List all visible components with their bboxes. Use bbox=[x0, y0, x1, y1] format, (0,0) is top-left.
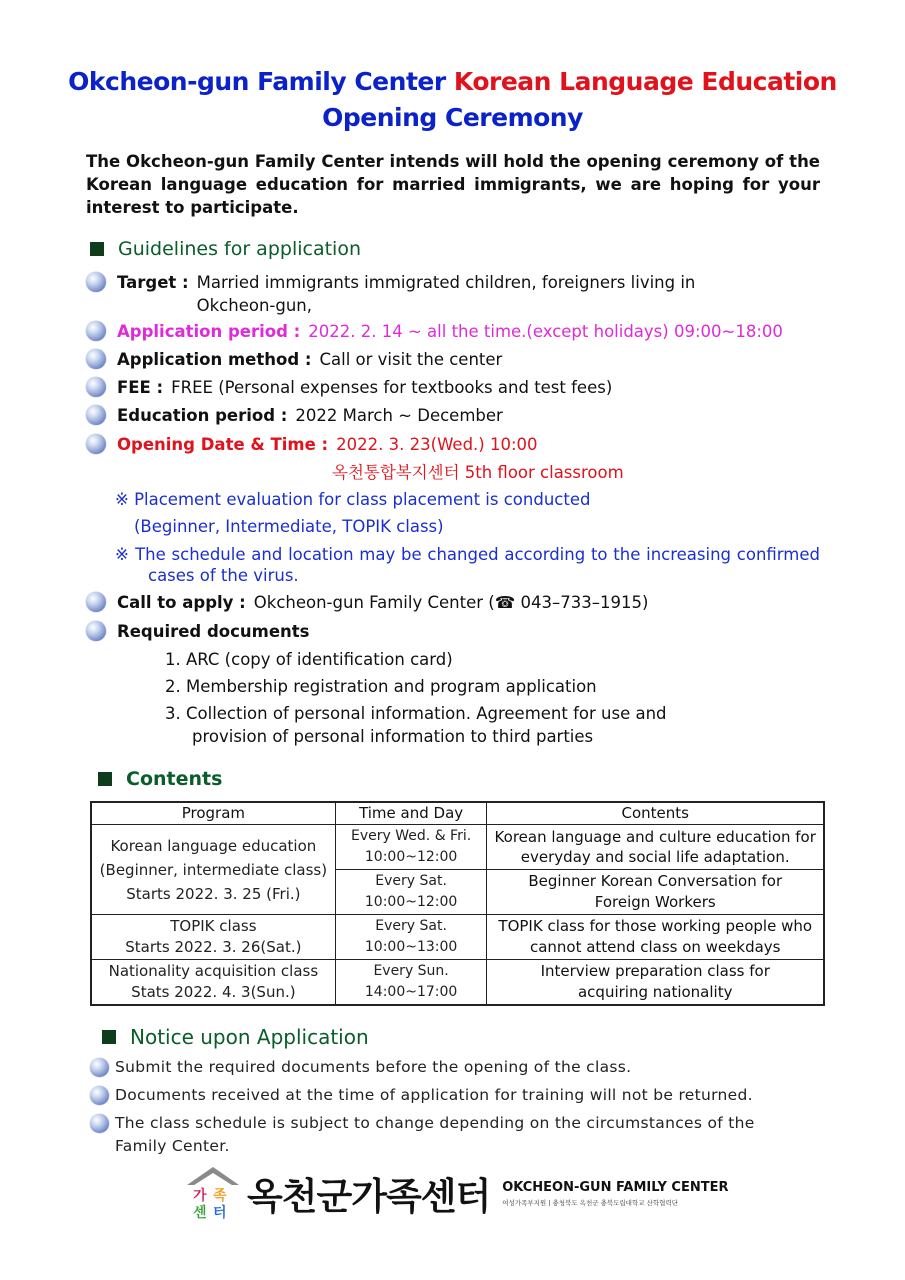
table-row bbox=[91, 915, 824, 960]
docs-label: Required documents bbox=[117, 622, 310, 641]
round-bullet-icon bbox=[86, 272, 106, 292]
header-program: Program bbox=[91, 802, 335, 825]
title-part-1: Okcheon-gun Family Center bbox=[68, 67, 454, 96]
round-bullet-icon bbox=[86, 434, 106, 454]
contents-cell: TOPIK class for those working people who cannot attend class on weekdays bbox=[487, 915, 824, 960]
square-bullet-icon bbox=[90, 242, 104, 256]
logo-korean-name: 옥천군가족센터 bbox=[247, 1175, 491, 1218]
opening-label: Opening Date & Time : bbox=[117, 435, 329, 454]
program-name: Nationality acquisition class bbox=[108, 962, 319, 980]
time-day: Every Sat. bbox=[375, 873, 447, 889]
program-start: Stats 2022. 4. 3(Sun.) bbox=[131, 983, 296, 1001]
time-day: Every Sat. bbox=[375, 918, 447, 934]
notice-item bbox=[90, 1084, 753, 1107]
round-bullet-icon bbox=[86, 349, 106, 369]
logo-english-block bbox=[502, 1180, 728, 1207]
opening-value: 2022. 3. 23(Wed.) 10:00 bbox=[336, 435, 538, 454]
fee-label: FEE : bbox=[117, 378, 164, 397]
contents-cell: Beginner Korean Conversation for Foreign Workers bbox=[487, 870, 824, 915]
opening-place: 옥천통합복지센터 5th floor classroom bbox=[332, 463, 624, 482]
contents-cell: Korean language and culture education for everyday and social life adaptation. bbox=[487, 825, 824, 870]
notice-text: Submit the required documents before the opening of the class. bbox=[115, 1058, 632, 1076]
time-hours: 14:00~17:00 bbox=[364, 984, 458, 1000]
header-contents: Contents bbox=[487, 802, 824, 825]
square-bullet-icon bbox=[102, 1030, 116, 1044]
contents-cell: Interview preparation class for acquiring nationality bbox=[487, 960, 824, 1006]
time-hours: 10:00~12:00 bbox=[364, 894, 458, 910]
time-cell bbox=[335, 870, 487, 915]
fee-value: FREE (Personal expenses for textbooks and test fees) bbox=[171, 378, 613, 397]
education-period-item bbox=[86, 404, 503, 427]
schedule-change-note-text: ※ The schedule and location may be changed according to the increasing confirmed cases of the virus. bbox=[115, 545, 820, 585]
schedule-change-note bbox=[115, 544, 820, 586]
page-title bbox=[60, 64, 845, 136]
logo-glyph: 센 bbox=[193, 1205, 207, 1221]
notice-heading-text: Notice upon Application bbox=[130, 1025, 369, 1049]
contents-heading-text: Contents bbox=[126, 768, 223, 790]
contents-heading bbox=[98, 768, 222, 790]
round-bullet-icon bbox=[86, 377, 106, 397]
target-value: Married immigrants immigrated children, foreigners living in Okcheon-gun, bbox=[196, 273, 696, 315]
round-bullet-icon bbox=[86, 405, 106, 425]
program-cell: Korean language education (Beginner, intermediate class) Starts 2022. 3. 25 (Fri.) bbox=[91, 825, 335, 915]
target-item bbox=[86, 271, 746, 317]
notice-text: Documents received at the time of application for training will not be returned. bbox=[115, 1086, 753, 1104]
edu-label: Education period : bbox=[117, 406, 288, 425]
method-label: Application method : bbox=[117, 350, 312, 369]
required-documents-item bbox=[86, 620, 310, 643]
period-value: 2022. 2. 14 ~ all the time.(except holidays) 09:00~18:00 bbox=[308, 322, 783, 341]
application-period-item bbox=[86, 320, 826, 343]
doc-list-item: 1. ARC (copy of identification card) bbox=[165, 650, 453, 669]
table-header-row bbox=[91, 802, 824, 825]
opening-item bbox=[86, 433, 538, 456]
call-value: Okcheon-gun Family Center (☎ 043–733–1915) bbox=[253, 593, 649, 612]
placement-note: ※ Placement evaluation for class placement is conducted bbox=[115, 490, 591, 509]
logo-glyph: 터 bbox=[213, 1205, 227, 1221]
family-center-logo-icon bbox=[185, 1165, 241, 1221]
call-item bbox=[86, 591, 648, 614]
target-label: Target : bbox=[117, 273, 189, 292]
doc-list-item: 2. Membership registration and program application bbox=[165, 677, 597, 696]
round-bullet-icon bbox=[90, 1086, 109, 1105]
round-bullet-icon bbox=[86, 592, 106, 612]
notice-item bbox=[90, 1112, 790, 1158]
time-hours: 10:00~13:00 bbox=[364, 939, 458, 955]
round-bullet-icon bbox=[86, 621, 106, 641]
time-day: Every Sun. bbox=[373, 963, 449, 979]
time-cell bbox=[335, 825, 487, 870]
time-hours: 10:00~12:00 bbox=[364, 849, 458, 865]
notice-text: The class schedule is subject to change depending on the circumstances of the Family Center. bbox=[115, 1114, 755, 1155]
round-bullet-icon bbox=[90, 1058, 109, 1077]
program-start: Starts 2022. 3. 26(Sat.) bbox=[125, 938, 302, 956]
application-method-item bbox=[86, 348, 502, 371]
table-row bbox=[91, 825, 824, 870]
header-time: Time and Day bbox=[335, 802, 487, 825]
time-day: Every Wed. & Fri. bbox=[351, 828, 472, 844]
edu-value: 2022 March ~ December bbox=[295, 406, 503, 425]
footer-logo bbox=[185, 1163, 745, 1223]
program-cell bbox=[91, 960, 335, 1006]
call-label: Call to apply : bbox=[117, 593, 246, 612]
logo-glyph: 가 bbox=[193, 1188, 207, 1204]
method-value: Call or visit the center bbox=[319, 350, 503, 369]
round-bullet-icon bbox=[86, 321, 106, 341]
logo-subtitle: 여성가족부지원 | 충청북도 옥천군 충북도립대학교 산학협력단 bbox=[502, 1198, 678, 1207]
time-cell bbox=[335, 960, 487, 1006]
title-part-2: Korean Language Education bbox=[453, 67, 837, 96]
logo-english-name: OKCHEON-GUN FAMILY CENTER bbox=[502, 1179, 729, 1195]
placement-note-classes: (Beginner, Intermediate, TOPIK class) bbox=[134, 517, 444, 536]
program-name: TOPIK class bbox=[170, 917, 257, 935]
guidelines-heading-text: Guidelines for application bbox=[118, 238, 361, 260]
contents-table bbox=[90, 801, 825, 1006]
logo-glyph: 족 bbox=[213, 1188, 227, 1204]
program-cell bbox=[91, 915, 335, 960]
time-cell bbox=[335, 915, 487, 960]
title-part-3: Opening Ceremony bbox=[322, 103, 583, 132]
doc-list-item: 3. Collection of personal information. Agreement for use and provision of personal information to third parties bbox=[165, 704, 667, 746]
period-label: Application period : bbox=[117, 322, 301, 341]
fee-item bbox=[86, 376, 612, 399]
guidelines-heading bbox=[90, 238, 361, 260]
round-bullet-icon bbox=[90, 1114, 109, 1133]
table-row bbox=[91, 960, 824, 1006]
intro-paragraph: The Okcheon-gun Family Center intends will hold the opening ceremony of the Korean language education for married immigrants, we are hoping for your interest to participate. bbox=[86, 152, 820, 217]
square-bullet-icon bbox=[98, 772, 112, 786]
notice-item bbox=[90, 1056, 631, 1079]
notice-heading bbox=[102, 1025, 369, 1049]
